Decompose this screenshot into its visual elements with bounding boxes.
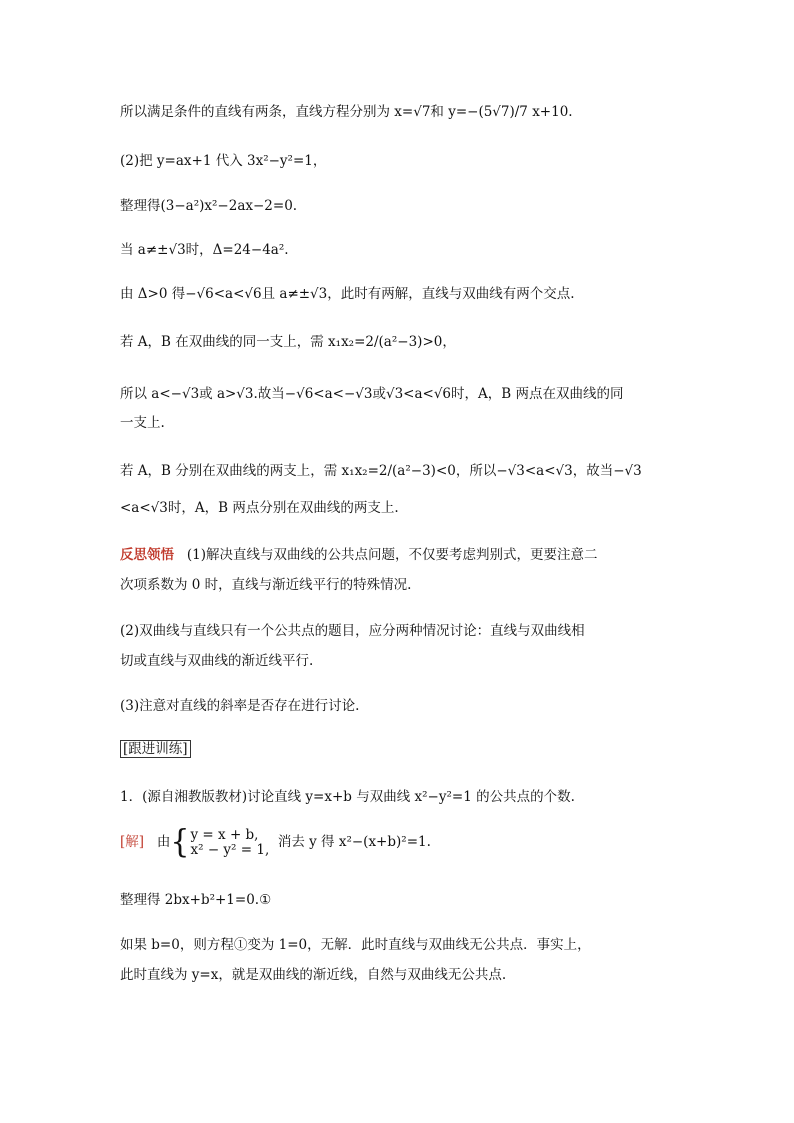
case-b-zero-b: 此时直线为 y=x，就是双曲线的渐近线，自然与双曲线无公共点. [120, 967, 507, 983]
discriminant-line: 当 a≠±√3时，Δ=24−4a². [120, 242, 289, 258]
practice-label: [跟进训练] [120, 740, 191, 758]
reflection-text-1b: 次项系数为 0 时，直线与渐近线平行的特殊情况. [120, 577, 412, 593]
solution-pre: 由 [156, 834, 171, 850]
solution-post: 消去 y 得 x²−(x+b)²=1. [277, 834, 431, 850]
solution-label: [解] [120, 834, 145, 850]
case-b-zero-a: 如果 b=0，则方程①变为 1=0，无解．此时直线与双曲线无公共点．事实上， [120, 937, 591, 953]
solution-line [120, 823, 674, 861]
reflection-label: 反思领悟 [120, 547, 174, 563]
simplify-equation: 整理得(3−a²)x²−2ax−2=0. [120, 198, 298, 214]
two-intersections-line: 由 Δ>0 得−√6<a<√6且 a≠±√3，此时有两解，直线与双曲线有两个交点. [120, 286, 575, 302]
brace-icon: { [170, 823, 190, 861]
equation-system [191, 828, 270, 858]
two-branches-condition-a: 若 A，B 分别在双曲线的两支上，需 x₁x₂=2/(a²−3)<0，所以−√3<a<√3，故当−√3 [120, 463, 642, 479]
reflection-line-1 [120, 546, 674, 564]
simplify-line-2: 整理得 2bx+b²+1=0.① [120, 892, 272, 908]
same-branch-condition: 若 A，B 在双曲线的同一支上，需 x₁x₂=2/(a²−3)>0， [120, 334, 456, 350]
conclusion-line: 所以满足条件的直线有两条，直线方程分别为 x=√7和 y=−(5√7)/7 x+10. [120, 104, 573, 120]
reflection-text-1a: (1)解决直线与双曲线的公共点问题，不仅要考虑判别式，更要注意二 [186, 547, 598, 563]
part2-substitution: (2)把 y=ax+1 代入 3x²−y²=1， [120, 153, 327, 169]
two-branches-condition-b: <a<√3时，A，B 两点分别在双曲线的两支上. [120, 500, 399, 516]
practice-header [120, 740, 674, 758]
question-1: 1．(源自湘教版教材)讨论直线 y=x+b 与双曲线 x²−y²=1 的公共点的个数. [120, 789, 575, 805]
system-eq-2: x² − y² = 1, [190, 841, 270, 858]
same-branch-result-b: 一支上. [120, 415, 165, 431]
system-eq-1: y = x + b, [190, 826, 259, 843]
same-branch-result-a: 所以 a<−√3或 a>√3.故当−√6<a<−√3或√3<a<√6时，A，B 两点在双曲线的同 [120, 386, 624, 402]
reflection-text-3: (3)注意对直线的斜率是否存在进行讨论. [120, 698, 360, 714]
reflection-text-2a: (2)双曲线与直线只有一个公共点的题目，应分两种情况讨论：直线与双曲线相 [120, 623, 585, 639]
reflection-text-2b: 切或直线与双曲线的渐近线平行. [120, 653, 314, 669]
